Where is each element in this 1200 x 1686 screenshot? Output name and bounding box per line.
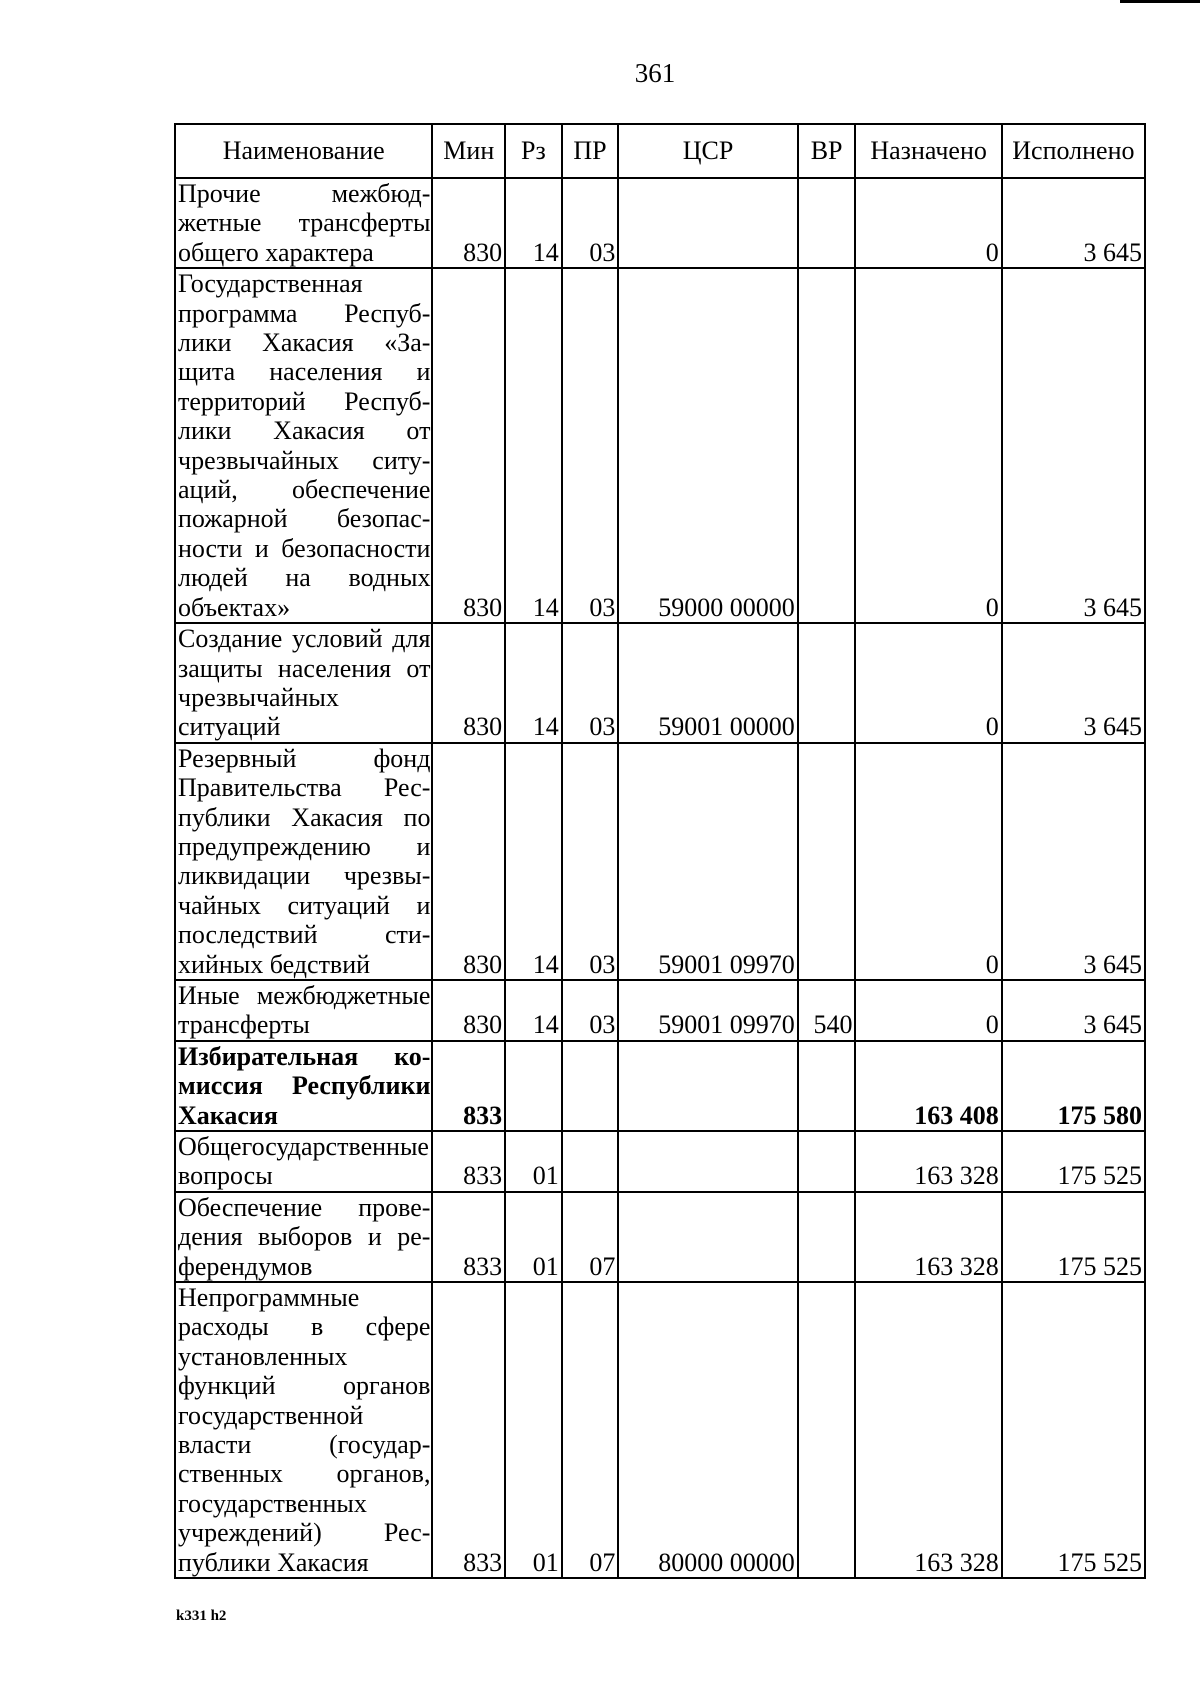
cell-assigned: 0 — [855, 980, 1001, 1041]
header-assigned: Назначено — [855, 124, 1001, 178]
cell-csr — [618, 1192, 797, 1282]
table-row — [175, 1282, 1145, 1578]
cell-min: 833 — [432, 1041, 505, 1131]
cell-name: Обеспечение проведения выборов и референдумов — [175, 1192, 432, 1282]
cell-assigned: 163 328 — [855, 1282, 1001, 1578]
cell-min: 833 — [432, 1282, 505, 1578]
cell-name: Избирательная комиссия Республики Хакасия — [175, 1041, 432, 1131]
budget-table — [174, 123, 1146, 1579]
cell-csr: 80000 00000 — [618, 1282, 797, 1578]
cell-executed: 175 525 — [1002, 1192, 1145, 1282]
cell-name: Непрограммные расходы в сфере установленных функций органов государственной власти (государственных органов, государственных учреждений) Республики Хакасия — [175, 1282, 432, 1578]
table-body — [175, 178, 1145, 1578]
cell-rz — [505, 1041, 562, 1131]
table-row — [175, 980, 1145, 1041]
cell-vr — [798, 1282, 856, 1578]
table-row — [175, 1192, 1145, 1282]
cell-assigned: 0 — [855, 178, 1001, 268]
table-row — [175, 743, 1145, 980]
header-min: Мин — [432, 124, 505, 178]
cell-name: Общегосударственные вопросы — [175, 1131, 432, 1192]
cell-csr — [618, 1041, 797, 1131]
cell-name: Прочие межбюджетные трансферты общего характера — [175, 178, 432, 268]
cell-assigned: 163 408 — [855, 1041, 1001, 1131]
cell-executed: 3 645 — [1002, 178, 1145, 268]
cell-csr: 59001 09970 — [618, 980, 797, 1041]
cell-pr: 03 — [562, 980, 619, 1041]
cell-vr: 540 — [798, 980, 856, 1041]
cell-rz: 01 — [505, 1192, 562, 1282]
cell-pr: 03 — [562, 623, 619, 743]
cell-csr: 59001 09970 — [618, 743, 797, 980]
cell-rz: 14 — [505, 743, 562, 980]
cell-rz: 14 — [505, 623, 562, 743]
cell-min: 833 — [432, 1131, 505, 1192]
cell-vr — [798, 1131, 856, 1192]
cell-min: 830 — [432, 178, 505, 268]
table-header-row — [175, 124, 1145, 178]
cell-executed: 3 645 — [1002, 268, 1145, 623]
cell-csr — [618, 178, 797, 268]
header-rz: Рз — [505, 124, 562, 178]
cell-vr — [798, 268, 856, 623]
cell-min: 830 — [432, 268, 505, 623]
cell-assigned: 163 328 — [855, 1192, 1001, 1282]
cell-pr: 07 — [562, 1192, 619, 1282]
table-row — [175, 178, 1145, 268]
table-row — [175, 1041, 1145, 1131]
cell-pr: 03 — [562, 268, 619, 623]
cell-min: 830 — [432, 980, 505, 1041]
header-pr: ПР — [562, 124, 619, 178]
cell-executed: 175 525 — [1002, 1282, 1145, 1578]
cell-min: 833 — [432, 1192, 505, 1282]
cell-vr — [798, 178, 856, 268]
cell-rz: 14 — [505, 268, 562, 623]
footer-code: k331 h2 — [176, 1608, 227, 1624]
cell-rz: 01 — [505, 1282, 562, 1578]
table-row — [175, 268, 1145, 623]
header-vr: ВР — [798, 124, 856, 178]
page-number: 361 — [634, 58, 676, 88]
cell-rz: 14 — [505, 178, 562, 268]
cell-vr — [798, 1041, 856, 1131]
cell-rz: 01 — [505, 1131, 562, 1192]
cell-pr: 03 — [562, 178, 619, 268]
cell-assigned: 0 — [855, 743, 1001, 980]
cell-rz: 14 — [505, 980, 562, 1041]
cell-name: Государственная программа Республики Хакасия «Защита населения и территорий Республики Хакасия от чрезвычайных ситуаций, обеспечение пожарной безопасности и безопасности людей на водных объектах» — [175, 268, 432, 623]
cell-vr — [798, 1192, 856, 1282]
cell-min: 830 — [432, 743, 505, 980]
page-corner-mark — [1120, 0, 1200, 3]
cell-assigned: 0 — [855, 268, 1001, 623]
cell-vr — [798, 743, 856, 980]
cell-pr: 07 — [562, 1282, 619, 1578]
cell-executed: 3 645 — [1002, 980, 1145, 1041]
table-row — [175, 1131, 1145, 1192]
cell-executed: 175 580 — [1002, 1041, 1145, 1131]
cell-pr — [562, 1131, 619, 1192]
cell-executed: 3 645 — [1002, 623, 1145, 743]
header-name: Наименование — [175, 124, 432, 178]
cell-csr: 59001 00000 — [618, 623, 797, 743]
cell-executed: 175 525 — [1002, 1131, 1145, 1192]
cell-assigned: 163 328 — [855, 1131, 1001, 1192]
cell-csr — [618, 1131, 797, 1192]
cell-csr: 59000 00000 — [618, 268, 797, 623]
cell-vr — [798, 623, 856, 743]
cell-pr — [562, 1041, 619, 1131]
header-executed: Исполнено — [1002, 124, 1145, 178]
cell-pr: 03 — [562, 743, 619, 980]
header-csr: ЦСР — [618, 124, 797, 178]
cell-name: Резервный фонд Правительства Республики Хакасия по предупреждению и ликвидации чрезвычайных ситуаций и последствий стихийных бедствий — [175, 743, 432, 980]
table-row — [175, 623, 1145, 743]
cell-name: Иные межбюджетные трансферты — [175, 980, 432, 1041]
cell-name: Создание условий для защиты населения от чрезвычайных ситуаций — [175, 623, 432, 743]
cell-assigned: 0 — [855, 623, 1001, 743]
cell-executed: 3 645 — [1002, 743, 1145, 980]
cell-min: 830 — [432, 623, 505, 743]
